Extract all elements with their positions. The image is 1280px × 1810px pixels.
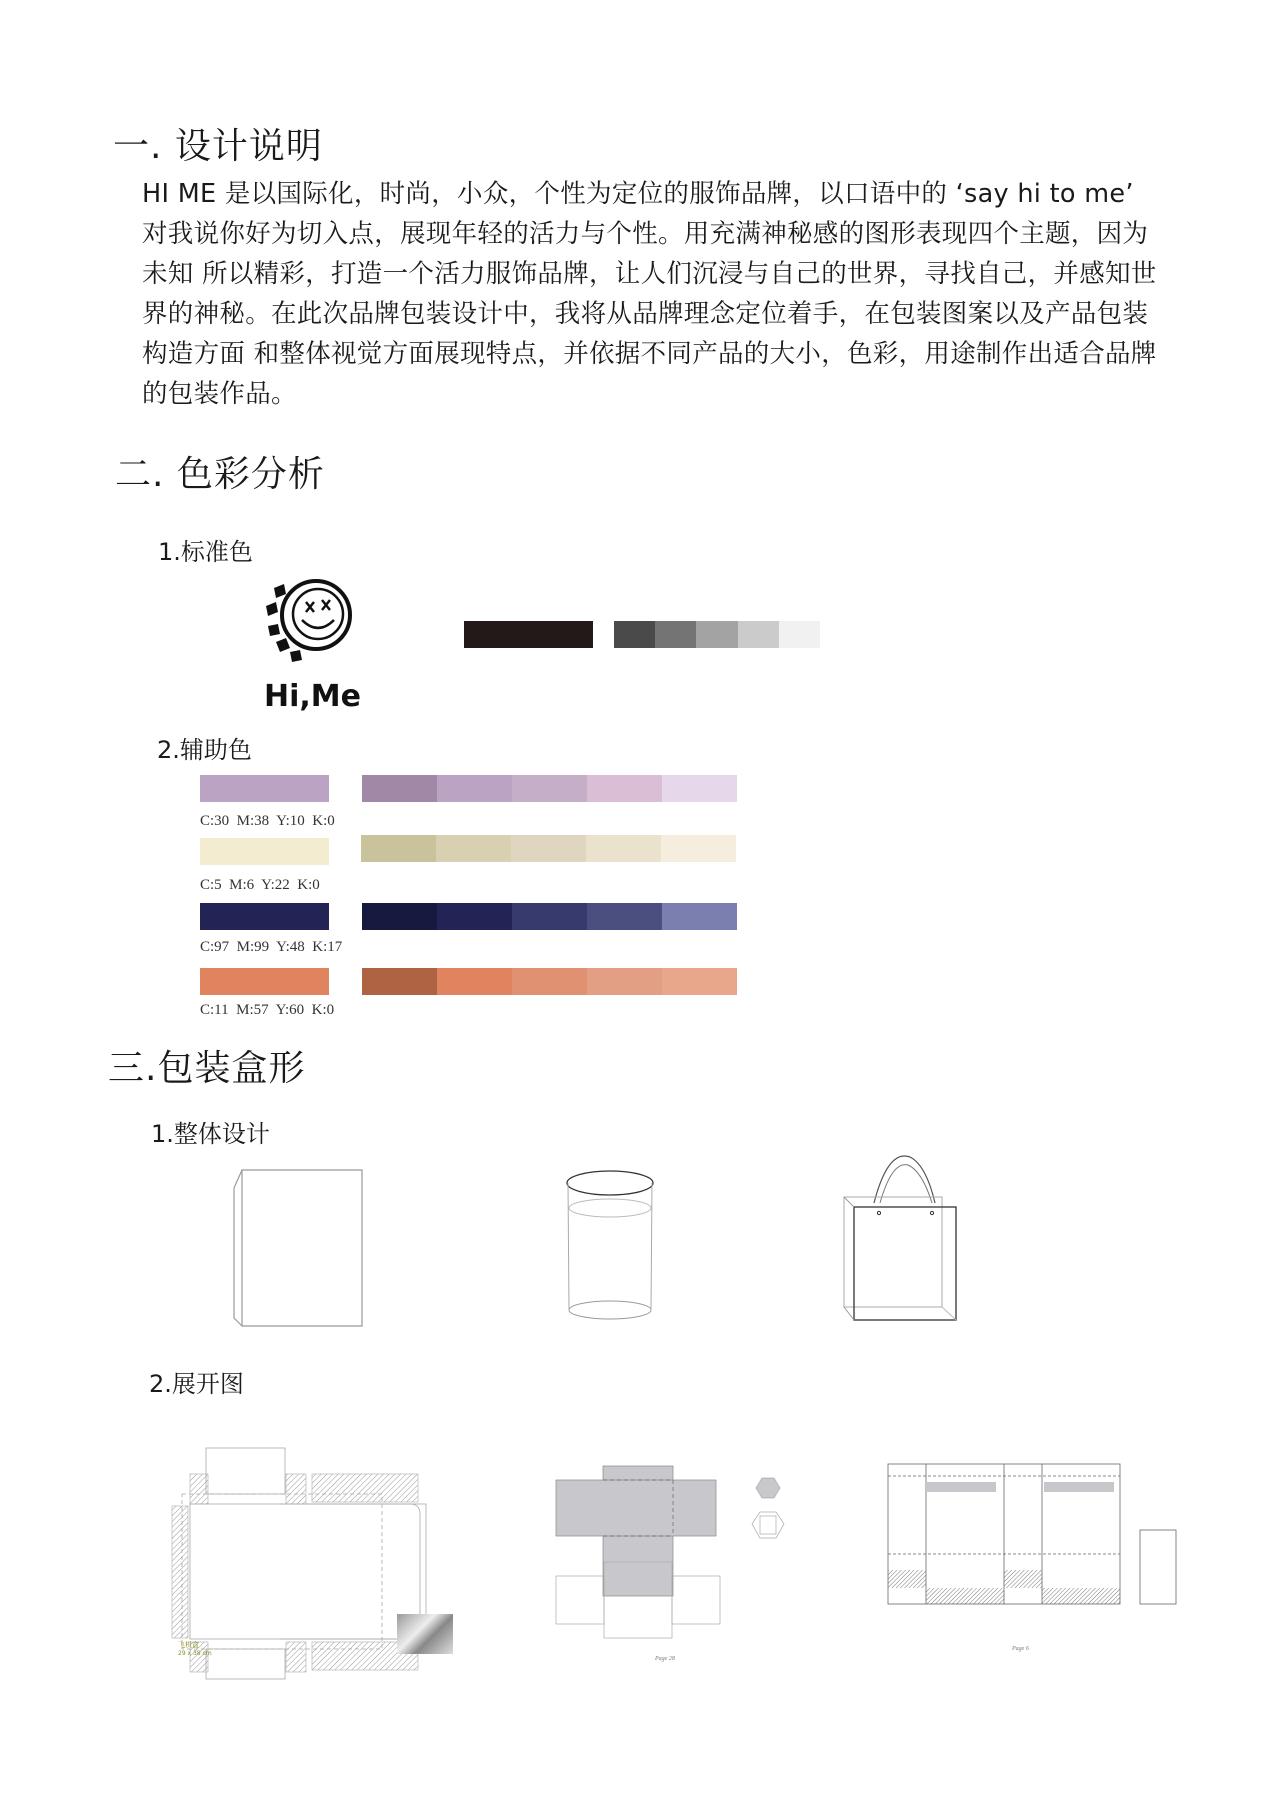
- smiley-logo-icon: [262, 578, 392, 712]
- section-title-packaging-shapes: 三.包装盒形: [108, 1048, 306, 1089]
- dieline-box-size: 29 x 38 cm: [178, 1650, 212, 1657]
- aux-ramp-cell: [437, 903, 512, 930]
- gray-ramp-cell: [696, 621, 737, 648]
- subtitle-unfolded-views: 2.展开图: [149, 1370, 244, 1398]
- subtitle-standard-color: 1.标准色: [158, 538, 253, 566]
- logo-text: Hi,Me: [264, 679, 361, 712]
- aux-ramp-cell: [436, 835, 511, 862]
- aux-ramp-cell: [511, 835, 586, 862]
- aux-ramp-cell: [662, 775, 737, 802]
- aux-ramp-cell: [662, 903, 737, 930]
- standard-gray-ramp: [614, 621, 820, 648]
- aux-ramp-cell: [587, 968, 662, 995]
- dieline-box-name: 飞机盒: [178, 1641, 199, 1649]
- aux-main-swatch: [200, 968, 329, 995]
- aux-color-ramp: [362, 968, 737, 995]
- aux-ramp-cell: [587, 903, 662, 930]
- subtitle-auxiliary-color: 2.辅助色: [157, 736, 252, 764]
- aux-ramp-cell: [437, 968, 512, 995]
- aux-ramp-cell: [362, 775, 437, 802]
- aux-color-ramp: [361, 835, 736, 862]
- dieline-page-label-a: Page 28: [655, 1656, 675, 1662]
- aux-main-swatch: [200, 903, 329, 930]
- aux-ramp-cell: [362, 968, 437, 995]
- paragraph-line: 界的神秘。在此次品牌包装设计中，我将从品牌理念定位着手，在包装图案以及产品包装: [142, 299, 1149, 329]
- aux-cmyk-label: C:11 M:57 Y:60 K:0: [200, 1002, 335, 1018]
- subtitle-overall-design: 1.整体设计: [151, 1120, 270, 1148]
- standard-main-color-swatch: [464, 621, 593, 648]
- aux-ramp-cell: [512, 968, 587, 995]
- aux-cmyk-label: C:30 M:38 Y:10 K:0: [200, 813, 335, 829]
- paragraph-line: 的包装作品。: [142, 379, 297, 409]
- aux-ramp-cell: [661, 835, 736, 862]
- paragraph-line: 对我说你好为切入点，展现年轻的活力与个性。用充满神秘感的图形表现四个主题，因为: [142, 219, 1149, 249]
- gray-ramp-cell: [655, 621, 696, 648]
- box-photo-thumbnail: [397, 1614, 453, 1654]
- paragraph-line: 未知 所以精彩，打造一个活力服饰品牌，让人们沉浸与自己的世界，寻找自己，并感知世: [142, 259, 1157, 289]
- section-title-design-description: 一. 设计说明: [113, 126, 323, 167]
- aux-ramp-cell: [512, 903, 587, 930]
- paragraph-line: HI ME 是以国际化，时尚，小众，个性为定位的服饰品牌，以口语中的 ‘say hi to me’: [142, 179, 1134, 209]
- gray-ramp-cell: [779, 621, 820, 648]
- gray-ramp-cell: [614, 621, 655, 648]
- aux-color-ramp: [362, 903, 737, 930]
- aux-ramp-cell: [361, 835, 436, 862]
- shopping-bag-outline-drawing: [840, 1155, 962, 1325]
- design-description-paragraph: [142, 174, 1182, 414]
- aux-main-swatch: [200, 775, 329, 802]
- aux-main-swatch: [200, 838, 329, 865]
- aux-ramp-cell: [362, 903, 437, 930]
- cylinder-outline-drawing: [562, 1168, 658, 1326]
- box-outline-drawing: [230, 1168, 366, 1330]
- aux-ramp-cell: [586, 835, 661, 862]
- aux-cmyk-label: C:97 M:99 Y:48 K:17: [200, 939, 343, 955]
- aux-ramp-cell: [662, 968, 737, 995]
- section-title-color-analysis: 二. 色彩分析: [115, 454, 325, 495]
- aux-cmyk-label: C:5 M:6 Y:22 K:0: [200, 877, 320, 893]
- dieline-page-label-b: Page 6: [1012, 1646, 1029, 1652]
- aux-ramp-cell: [437, 775, 512, 802]
- cylinder-box-dieline: [548, 1458, 798, 1668]
- aux-color-ramp: [362, 775, 737, 802]
- aux-ramp-cell: [587, 775, 662, 802]
- himе-logo: [262, 578, 392, 712]
- gray-ramp-cell: [738, 621, 779, 648]
- paragraph-line: 构造方面 和整体视觉方面展现特点，并依据不同产品的大小，色彩，用途制作出适合品牌: [142, 339, 1157, 369]
- aux-ramp-cell: [512, 775, 587, 802]
- shopping-bag-dieline: [886, 1462, 1182, 1668]
